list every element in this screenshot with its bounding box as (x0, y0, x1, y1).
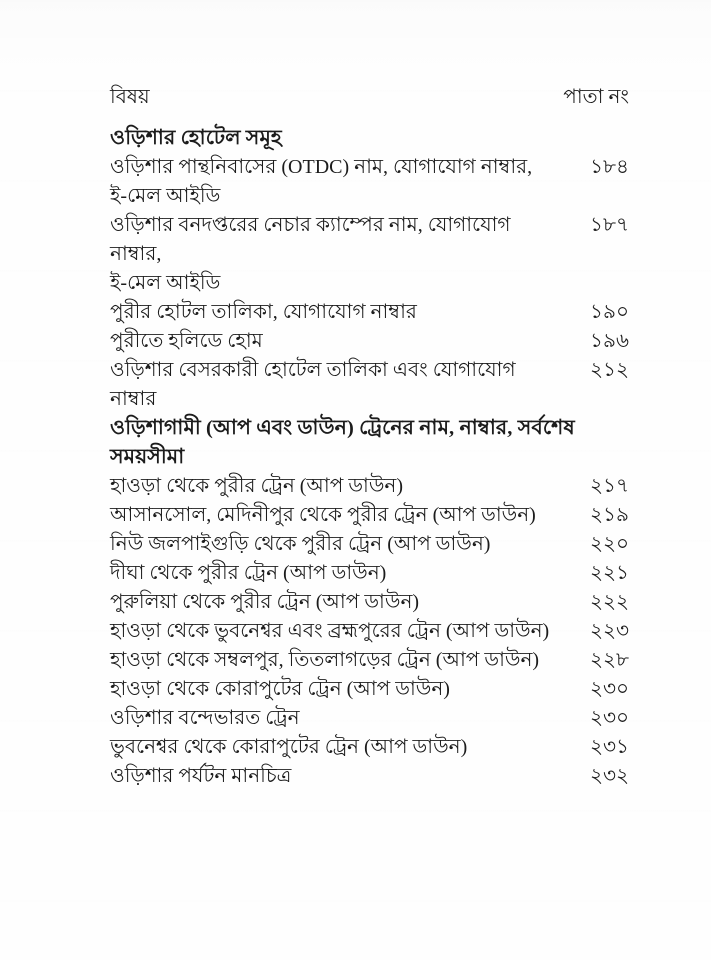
toc-section-title (110, 124, 629, 153)
entry-text-line: পুরীতে হলিডে হোম (110, 330, 263, 352)
toc-entry (110, 762, 629, 791)
toc-content (110, 84, 629, 791)
toc-section-title (110, 414, 629, 472)
entry-text-line: হাওড়া থেকে সম্বলপুর, তিতলাগড়ের ট্রেন (আপ ডাউন) (110, 649, 540, 671)
entry-text-line: ওড়িশার বেসরকারী হোটেল তালিকা এবং যোগাযোগ নাম্বার (110, 359, 516, 410)
toc-entry (110, 153, 629, 211)
entry-text-line: ওড়িশাগামী (আপ এবং ডাউন) ট্রেনের নাম, নাম্বার, সর্বশেষ সময়সীমা (110, 417, 575, 468)
entry-page-number: ২২৩ (589, 620, 629, 642)
entry-title-text (110, 704, 573, 733)
toc-entry (110, 704, 629, 733)
entry-text-line: হাওড়া থেকে ভুবনেশ্বর এবং ব্রহ্মপুরের ট্রেন (আপ ডাউন) (110, 620, 550, 642)
section-title-text (110, 414, 629, 472)
entry-page-number: ২২২ (589, 591, 629, 613)
entry-text-line: ওড়িশার হোটেল সমূহ (110, 127, 282, 149)
entry-page-number: ২২১ (590, 562, 629, 584)
entry-page-number: ২১৭ (590, 475, 629, 497)
entry-page-number: ২১৯ (590, 504, 629, 526)
entry-text-line: হাওড়া থেকে কোরাপুটের ট্রেন (আপ ডাউন) (110, 678, 450, 700)
entry-page-number: ১৮৭ (590, 214, 629, 236)
entry-title-text (110, 153, 573, 211)
toc-entry (110, 617, 629, 646)
entry-title-text (110, 298, 573, 327)
entry-page-number: ১৮৪ (590, 156, 629, 178)
entry-title-text (110, 327, 573, 356)
entry-title-text (110, 588, 573, 617)
entry-title-text (110, 211, 573, 298)
entry-page-number: ২৩০ (589, 707, 629, 729)
toc-entry (110, 211, 629, 298)
entry-title-text (110, 675, 573, 704)
entry-text-line: ওড়িশার পান্থনিবাসের (OTDC) নাম, যোগাযোগ নাম্বার, (110, 156, 533, 178)
toc-entry (110, 675, 629, 704)
entry-page-number: ২২৮ (590, 649, 629, 671)
toc-entry (110, 559, 629, 588)
entry-page-number: ২৩২ (589, 765, 629, 787)
toc-entry (110, 472, 629, 501)
toc-entry (110, 530, 629, 559)
toc-entry (110, 501, 629, 530)
entry-title-text (110, 646, 573, 675)
toc-entry (110, 356, 629, 414)
entry-text-line: ওড়িশার বনদপ্তরের নেচার ক্যাম্পের নাম, যোগাযোগ নাম্বার, (110, 214, 511, 265)
toc-entry (110, 588, 629, 617)
entry-page-number: ২২০ (589, 533, 629, 555)
page-number-column-label: পাতা নং (563, 86, 629, 108)
entry-title-text (110, 530, 573, 559)
entry-text-line: পুরুলিয়া থেকে পুরীর ট্রেন (আপ ডাউন) (110, 591, 420, 613)
entry-title-text (110, 762, 573, 791)
toc-entry (110, 646, 629, 675)
toc-entry (110, 733, 629, 762)
entry-text-line: ই-মেল আইডি (110, 272, 221, 294)
entry-title-text (110, 356, 573, 414)
entry-page-number: ১৯৬ (590, 330, 629, 352)
entry-text-line: ভুবনেশ্বর থেকে কোরাপুটের ট্রেন (আপ ডাউন) (110, 736, 468, 758)
toc-entry (110, 327, 629, 356)
entry-page-number: ২৩১ (590, 736, 629, 758)
entry-text-line: হাওড়া থেকে পুরীর ট্রেন (আপ ডাউন) (110, 475, 404, 497)
toc-header-row (110, 84, 629, 110)
subject-column-label: বিষয় (110, 86, 150, 108)
entry-text-line: পুরীর হোটল তালিকা, যোগাযোগ নাম্বার (110, 301, 417, 323)
entry-title-text (110, 501, 573, 530)
entry-page-number: ১৯০ (590, 301, 629, 323)
entry-text-line: আসানসোল, মেদিনীপুর থেকে পুরীর ট্রেন (আপ ডাউন) (110, 504, 536, 526)
toc-rows (110, 124, 629, 791)
entry-page-number: ২৩০ (589, 678, 629, 700)
entry-text-line: ওড়িশার পর্যটন মানচিত্র (110, 765, 292, 787)
entry-title-text (110, 617, 573, 646)
section-title-text (110, 124, 629, 153)
entry-text-line: দীঘা থেকে পুরীর ট্রেন (আপ ডাউন) (110, 562, 387, 584)
entry-title-text (110, 559, 573, 588)
entry-text-line: ওড়িশার বন্দেভারত ট্রেন (110, 707, 300, 729)
toc-entry (110, 298, 629, 327)
entry-text-line: নিউ জলপাইগুড়ি থেকে পুরীর ট্রেন (আপ ডাউন) (110, 533, 491, 555)
entry-title-text (110, 733, 573, 762)
entry-title-text (110, 472, 573, 501)
entry-text-line: ই-মেল আইডি (110, 185, 221, 207)
entry-page-number: ২১২ (590, 359, 629, 381)
